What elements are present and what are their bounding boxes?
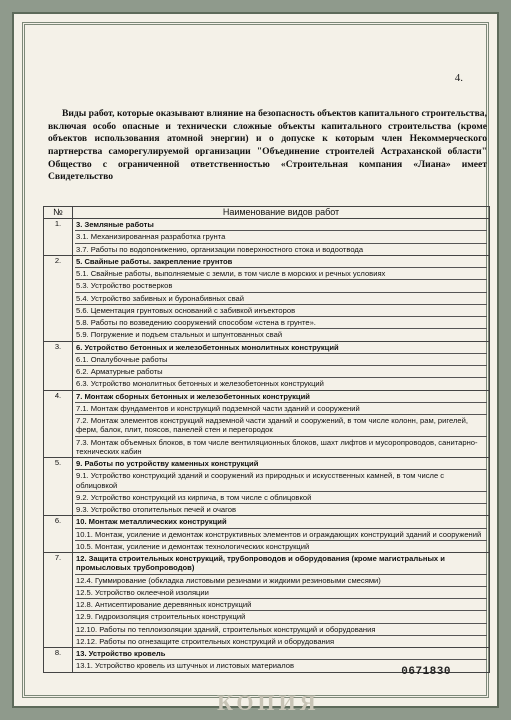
table-row — [44, 390, 490, 458]
work-item: 13.1. Устройство кровель из штучных и листовых материалов — [75, 659, 487, 671]
section-title: 9. Работы по устройству каменных конструкций — [76, 459, 259, 468]
row-number: 7. — [44, 553, 73, 648]
page-number: 4. — [454, 72, 463, 84]
work-item: 10.1. Монтаж, усиление и демонтаж конструктивных элементов и ограждающих конструкций зданий и сооружений — [75, 528, 487, 540]
work-cell — [73, 458, 490, 516]
table-row — [44, 516, 490, 553]
work-item: 7.2. Монтаж элементов конструкций надземной части зданий и сооружений, в том числе колонн, рам, ригелей, ферм, балок, плит, поясов, панелей стен и перегородок — [75, 414, 487, 436]
work-cell — [73, 390, 490, 458]
section-title: 13. Устройство кровель — [76, 649, 166, 658]
copy-watermark: КОПИЯ — [217, 690, 320, 715]
column-number-header: № — [44, 207, 73, 219]
work-item: 5.8. Работы по возведению сооружений способом «стена в грунте». — [75, 316, 487, 328]
work-item: 7.1. Монтаж фундаментов и конструкций подземной части зданий и сооружений — [75, 402, 487, 414]
work-cell — [73, 219, 490, 256]
column-name-header: Наименование видов работ — [73, 207, 490, 219]
work-item: 5.9. Погружение и подъем стальных и шпунтованных свай — [75, 328, 487, 340]
work-item: 7.3. Монтаж объемных блоков, в том числе вентиляционных блоков, шахт лифтов и мусоропроводов, санитарно-технических кабин — [75, 436, 487, 458]
row-number: 6. — [44, 516, 73, 553]
work-item: 9.3. Устройство отопительных печей и очагов — [75, 503, 487, 515]
section-title: 12. Защита строительных конструкций, трубопроводов и оборудования (кроме магистральных и промысловых трубопроводов) — [76, 554, 445, 573]
section-title: 10. Монтаж металлических конструкций — [76, 517, 227, 527]
row-number: 3. — [44, 341, 73, 390]
work-item: 12.10. Работы по теплоизоляции зданий, строительных конструкций и оборудования — [75, 623, 487, 635]
work-item: 9.2. Устройство конструкций из кирпича, в том числе с облицовкой — [75, 491, 487, 503]
work-cell — [73, 341, 490, 390]
row-number: 8. — [44, 648, 73, 673]
work-cell — [73, 255, 490, 341]
row-number: 2. — [44, 255, 73, 341]
table-row — [44, 341, 490, 390]
work-item: 12.8. Антисептирование деревянных конструкций — [75, 598, 487, 610]
work-item: 12.12. Работы по огнезащите строительных конструкций и оборудования — [75, 635, 487, 647]
work-item: 12.9. Гидроизоляция строительных конструкций — [75, 610, 487, 622]
work-cell — [73, 553, 490, 648]
work-item: 3.1. Механизированная разработка грунта — [75, 230, 487, 242]
works-table-body — [44, 219, 490, 673]
work-item: 6.2. Арматурные работы — [75, 365, 487, 377]
intro-paragraph: Виды работ, которые оказывают влияние на безопасность объектов капитального строительства, включая особо опасные и технически сложные объекты капитального строительства (кроме объектов использования атомной энергии) и о допуске к которым член Некоммерческого партнерства саморегулируемой организации "Объединение строителей Астраханской области" Общество с ограниченной ответственностью «Строительная компания «Лиана» имеет Свидетельство — [48, 108, 487, 183]
work-item: 3.7. Работы по водопонижению, организации поверхностного стока и водоотвода — [75, 243, 487, 255]
table-row — [44, 458, 490, 516]
work-item: 6.1. Опалубочные работы — [75, 353, 487, 365]
work-item: 9.1. Устройство конструкций зданий и сооружений из природных и искусственных камней, в том числе с облицовкой — [75, 469, 487, 491]
section-title: 3. Земляные работы — [76, 220, 154, 229]
section-title: 5. Свайные работы. закрепление грунтов — [76, 256, 233, 266]
table-row — [44, 255, 490, 341]
work-item: 5.1. Свайные работы, выполняемые с земли, в том числе в морских и речных условиях — [75, 267, 487, 279]
work-item: 10.5. Монтаж, усиление и демонтаж технологических конструкций — [75, 540, 487, 552]
work-item: 12.4. Гуммирование (обкладка листовыми резинами и жидкими резиновыми смесями) — [75, 574, 487, 586]
serial-number: 0671830 — [401, 666, 451, 678]
section-title: 6. Устройство бетонных и железобетонных монолитных конструкций — [76, 342, 339, 352]
section-title: 7. Монтаж сборных бетонных и железобетонных конструкций — [76, 391, 310, 401]
works-table — [43, 206, 490, 673]
row-number: 5. — [44, 458, 73, 516]
table-row — [44, 219, 490, 256]
row-number: 4. — [44, 390, 73, 458]
work-cell — [73, 516, 490, 553]
work-item: 12.5. Устройство оклеечной изоляции — [75, 586, 487, 598]
work-item: 6.3. Устройство монолитных бетонных и железобетонных конструкций — [75, 377, 487, 389]
table-header-row — [44, 207, 490, 219]
table-row — [44, 553, 490, 648]
work-item: 5.4. Устройство забивных и буронабивных свай — [75, 292, 487, 304]
work-item: 5.6. Цементация грунтовых оснований с забивкой инъекторов — [75, 304, 487, 316]
work-item: 5.3. Устройство ростверков — [75, 279, 487, 291]
row-number: 1. — [44, 219, 73, 256]
